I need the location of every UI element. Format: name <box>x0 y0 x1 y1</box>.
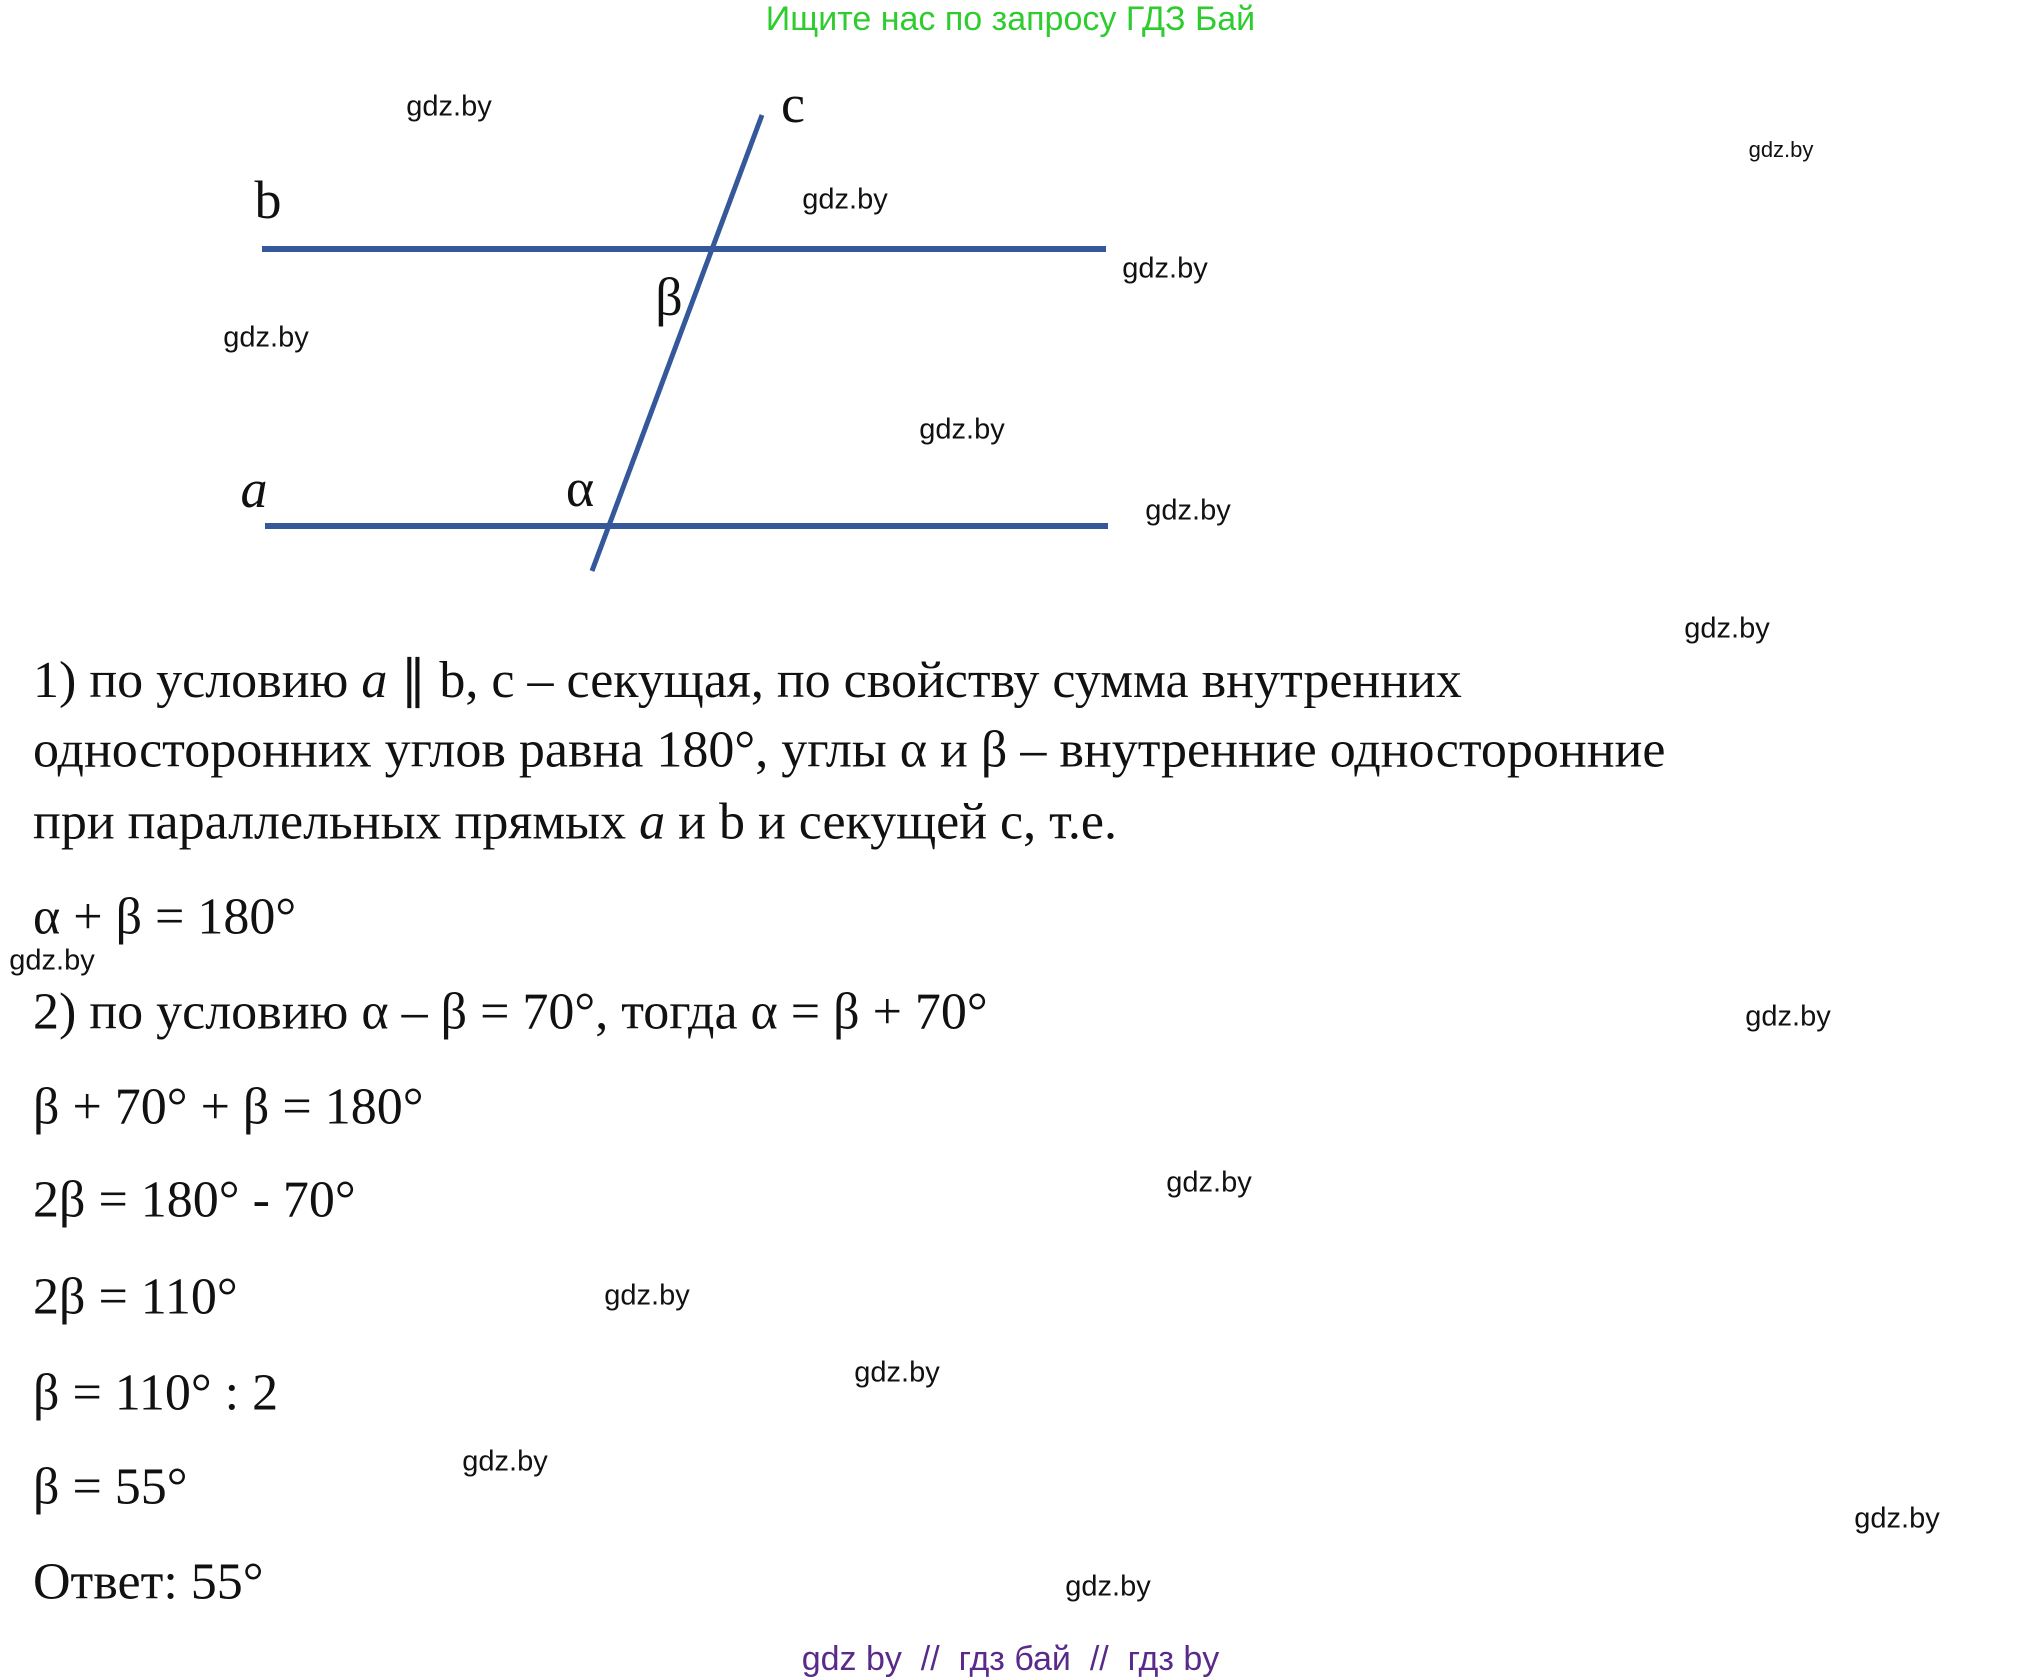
solution-step1 <box>33 650 1462 710</box>
equation-3: 2β = 180° - 70° <box>33 1171 356 1229</box>
solution-step1-line2: односторонних углов равна 180°, углы α и β – внутренние односторонние <box>33 721 1666 779</box>
label-beta: β <box>655 267 683 327</box>
text-segment: 1) по условию <box>33 652 362 709</box>
label-c: c <box>781 74 805 134</box>
label-alpha: α <box>565 458 595 518</box>
search-hint-banner: Ищите нас по запросу ГДЗ Бай <box>765 0 1256 38</box>
answer: Ответ: 55° <box>33 1553 264 1611</box>
text-segment: и b и секущей c, т.е. <box>665 793 1118 851</box>
equation-6: β = 55° <box>33 1458 188 1516</box>
equation-2: β + 70° + β = 180° <box>33 1078 424 1136</box>
text-segment: ∥ b, c – секущая, по свойству сумма внутренних <box>387 652 1462 709</box>
equation-4: 2β = 110° <box>33 1268 238 1326</box>
watermark: gdz.by <box>1684 612 1770 645</box>
watermark: gdz.by <box>919 413 1005 446</box>
watermark: gdz.by <box>1854 1502 1940 1535</box>
text-segment: при параллельных прямых <box>33 793 640 851</box>
solution-step1-line3 <box>33 793 1117 852</box>
watermark: gdz.by <box>1065 1570 1151 1603</box>
watermark: gdz.by <box>406 90 492 123</box>
watermark: gdz.by <box>1122 252 1208 285</box>
equation-1: α + β = 180° <box>33 888 297 946</box>
label-b: b <box>254 170 282 230</box>
solution-step2: 2) по условию α – β = 70°, тогда α = β + 70° <box>33 983 988 1041</box>
watermark: gdz.by <box>1748 137 1814 162</box>
watermark: gdz.by <box>854 1356 940 1389</box>
label-a: a <box>240 459 268 519</box>
watermark: gdz.by <box>462 1445 548 1478</box>
watermark: gdz.by <box>802 183 888 216</box>
watermark: gdz.by <box>9 944 95 977</box>
watermark: gdz.by <box>604 1279 690 1312</box>
watermark: gdz.by <box>1745 1000 1831 1033</box>
variable-a: a <box>639 793 666 851</box>
watermark: gdz.by <box>1145 494 1231 527</box>
equation-5: β = 110° : 2 <box>33 1364 279 1422</box>
footer-links[interactable]: gdz by // гдз бай // гдз by <box>801 1640 1220 1678</box>
line-c-transversal <box>592 115 762 571</box>
watermark: gdz.by <box>223 321 309 354</box>
variable-a: a <box>361 652 388 709</box>
watermark: gdz.by <box>1166 1166 1252 1199</box>
